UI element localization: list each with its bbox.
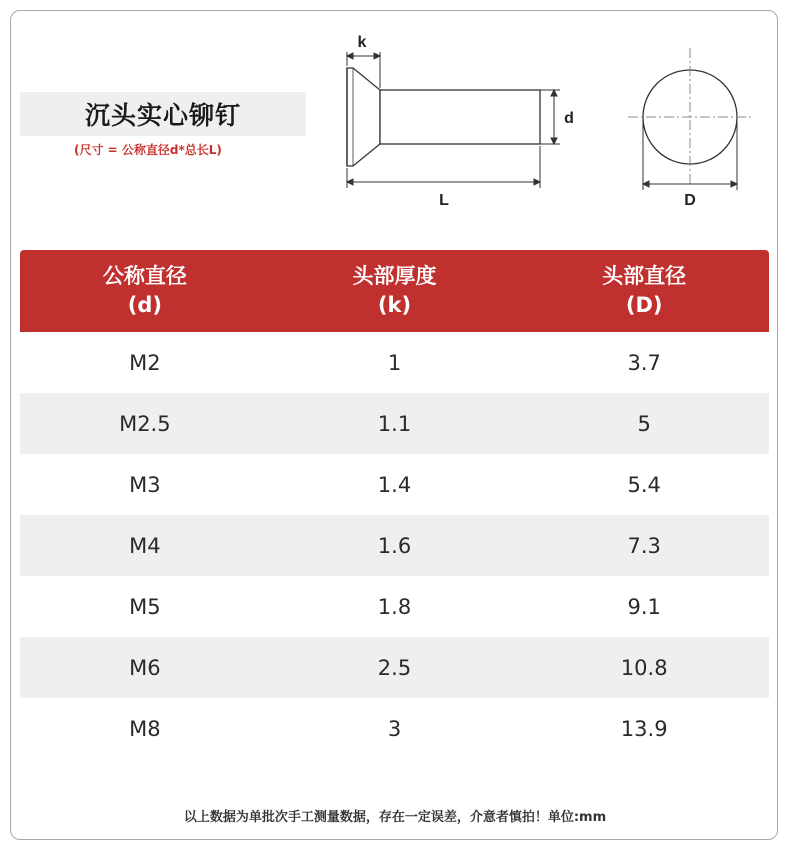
table-row: M2.5 1.1 5 <box>20 393 769 454</box>
measurement-disclaimer: 以上数据为单批次手工测量数据，存在一定误差，介意者慎拍！单位:mm <box>183 810 607 825</box>
table-row: M5 1.8 9.1 <box>129 594 661 619</box>
D-label: D <box>684 192 696 209</box>
rivet-end-view <box>628 48 752 186</box>
table-header <box>20 250 769 332</box>
header-head-thickness: 头部厚度 (k) <box>352 264 437 317</box>
table-row: M8 3 13.9 <box>129 716 668 741</box>
d-label: d <box>564 110 574 127</box>
header-head-diameter: 头部直径 (D) <box>602 264 687 317</box>
spec-table <box>20 250 769 759</box>
rivet-diagram <box>0 0 790 240</box>
table-row: M4 1.6 7.3 <box>20 515 769 576</box>
page-title: 沉头实心铆钉 <box>84 101 241 130</box>
table-row: M6 2.5 10.8 <box>20 637 769 698</box>
size-note: (尺寸 = 公称直径d*总长L) <box>74 143 222 157</box>
L-dimension <box>347 146 540 188</box>
header-nominal-diameter: 公称直径 (d) <box>102 264 187 317</box>
table-row: M2 1 3.7 <box>129 350 661 375</box>
d-dimension <box>540 90 560 144</box>
k-label: k <box>357 34 367 51</box>
rivet-side-view <box>347 68 540 166</box>
table-row: M3 1.4 5.4 <box>129 472 661 497</box>
L-label: L <box>439 192 449 209</box>
